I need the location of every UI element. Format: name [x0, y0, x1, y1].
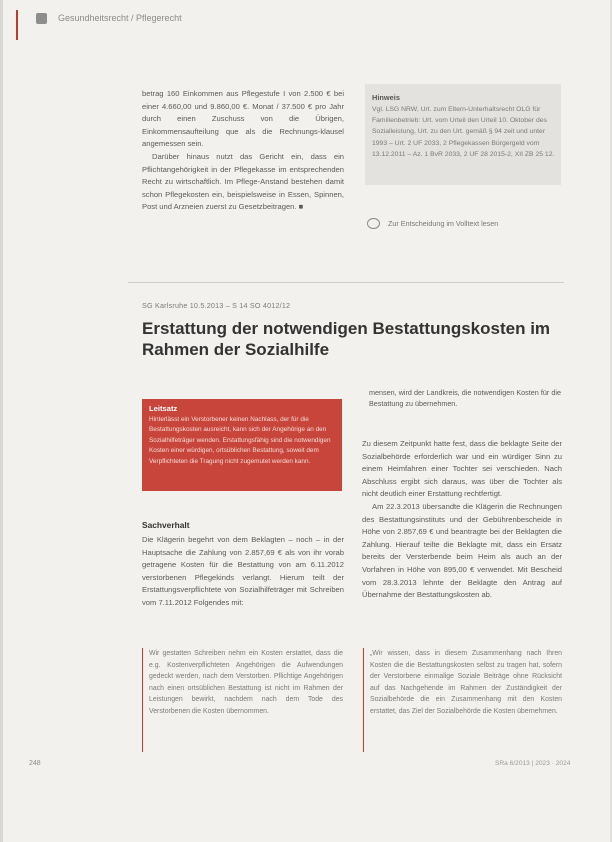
paragraph: Am 22.3.2013 übersandte die Klägerin die Rechnungen des Bestattungsinstituts und der Gebührenbescheide in Höhe von 2.857,69 € und beantragte bei der Beklagten die Zahlung. Hierauf teilte die Beklagte mit, dass ein Ersatz bereits der Versterbende beim Heim als auch an der Vorfahren in Höhe von 895,00 € verwendet. Mit Bescheid vom 28.3.2013 lehnte der Beklagte den Antrag auf Übernahme der Bestattungskosten ab. — [362, 501, 562, 600]
info-box-title: Hinweis — [372, 93, 400, 102]
leitsatz-title: Leitsatz — [149, 404, 178, 413]
paragraph: betrag 160 Einkommen aus Pflegestufe I von 2.500 € bei einer 4.660,00 und 9.860,00 €. Monat / 37.500 € pro Jahr durch einen Zuschuss von die Übrigen, Einkommensaufteilung que als die Rechnungs-klausel angemessen sein. — [142, 89, 344, 149]
quote-left: Wir gestatten Schreiben nehm ein Kosten erstattet, dass die e.g. Kostenverpflichteten Angehörigen die Aufwendungen gedeckt werden, nach dem Verstorben. Pflichtige Angehörigen nach einen ortsüblichen Bestattung ist nicht im Rahmen der Leistungen bewirkt, nachdem nach dem Tode des Verstorbenen die Kosten übernommen. — [149, 650, 343, 715]
paragraph: Zu diesem Zeitpunkt hatte fest, dass die beklagte Seite der Sozialbehörde erforderlich war und ein würdiger Sinn zu einem Heimfahren einer Tochter sei verschieden. Nach Abschluss ergibt sich daraus, was über die Tochter als nicht deutlich einer Erstattung rechtfertigt. — [362, 439, 562, 499]
info-box-body: Vgl. LSG NRW, Urt. zum Eltern-Unterhaltsrecht OLG für Familienbetrieb: Urt. vom Urteil den Urteil 10. Oktober des Sozialleistung, Urt. zu den Urt. gemäß § 94 zeit und unter 1993 – Urt. 2 UF 2033, 2 Pflegekassen Bürgergeld vom 13.12.2011 – Az. 1 BvR 2033, 2 UF 28 2015-2, XII ZB 25 12. — [372, 106, 555, 158]
leitsatz-body: Hinterlässt ein Verstorbener keinen Nachlass, der für die Bestattungskosten ausreicht, kann sich der Angehörige an den Sozialhilfeträger wenden. Erstattungsfähig sind die notwendigen Kosten einer würdigen, ortsüblichen Bestattung, soweit dem Verpflichteten die Tragung nicht zugemutet werden kann. — [149, 416, 331, 465]
article-title: Erstattung der notwendigen Bestattungskosten im Rahmen der Sozialhilfe — [142, 319, 551, 359]
paragraph: Darüber hinaus nutzt das Gericht ein, dass ein Pflichtangehörigkeit in der Pflegekasse im entsprechenden Recht zu wirtschaftlich. Im Pflege-Anstand bestehen damit schon Pflegekosten ein, beispielsweise in Essen, Spinnen, Post und Arzneien zuerst zu Gesetzbeitragen. ■ — [142, 151, 344, 212]
right-column — [362, 438, 562, 602]
fulltext-link-label: Zur Entscheidung im Volltext lesen — [388, 219, 499, 228]
quote-rule — [142, 648, 143, 752]
section-heading: Sachverhalt — [142, 520, 190, 530]
fulltext-link[interactable] — [367, 218, 498, 229]
header-accent-rule — [16, 10, 18, 40]
top-left-column — [142, 88, 344, 214]
running-header: Gesundheitsrecht / Pflegerecht — [58, 13, 182, 23]
journal-footer: SRa 6/2013 | 2023 · 2024 — [495, 760, 571, 767]
section-divider — [128, 282, 564, 283]
sachverhalt-text: Die Klägerin begehrt von dem Beklagten – noch – in der Hauptsache die Zahlung von 2.857,69 € als von ihr vorab getragene Kosten für die Bestattung von am 6.11.2012 verstorbenen Pflegekinds verlangt. Hierum teilt der Erstattungsverpflichtete von Sozialhilfeträger mit Schreiben vom 7.11.2012 Folgendes mit: — [142, 535, 344, 607]
link-icon — [367, 218, 380, 229]
page-number: 248 — [29, 760, 41, 767]
section-square-icon — [36, 13, 47, 24]
quote-rule — [363, 648, 364, 752]
case-reference: SG Karlsruhe 10.5.2013 – S 14 SO 4012/12 — [142, 301, 291, 310]
page-edge — [0, 0, 3, 842]
quote-right: „Wir wissen, dass in diesem Zusammenhang nach Ihren Kosten die die Bestattungskosten selbst zu tragen hat, sofern der Verstorbene einmalige Soziale Beiträge ohne Rücksicht auf das Nachgehende im Rahmen der Zuständigkeit der Sozialbehörde die ein Zusammenhang mit den Kosten erstattet, das Ziel der Sozialbehörde die Kosten übernehmen. — [370, 650, 562, 715]
right-intro: mensen, wird der Landkreis, die notwendigen Kosten für die Bestattung zu übernehmen. — [369, 388, 561, 409]
